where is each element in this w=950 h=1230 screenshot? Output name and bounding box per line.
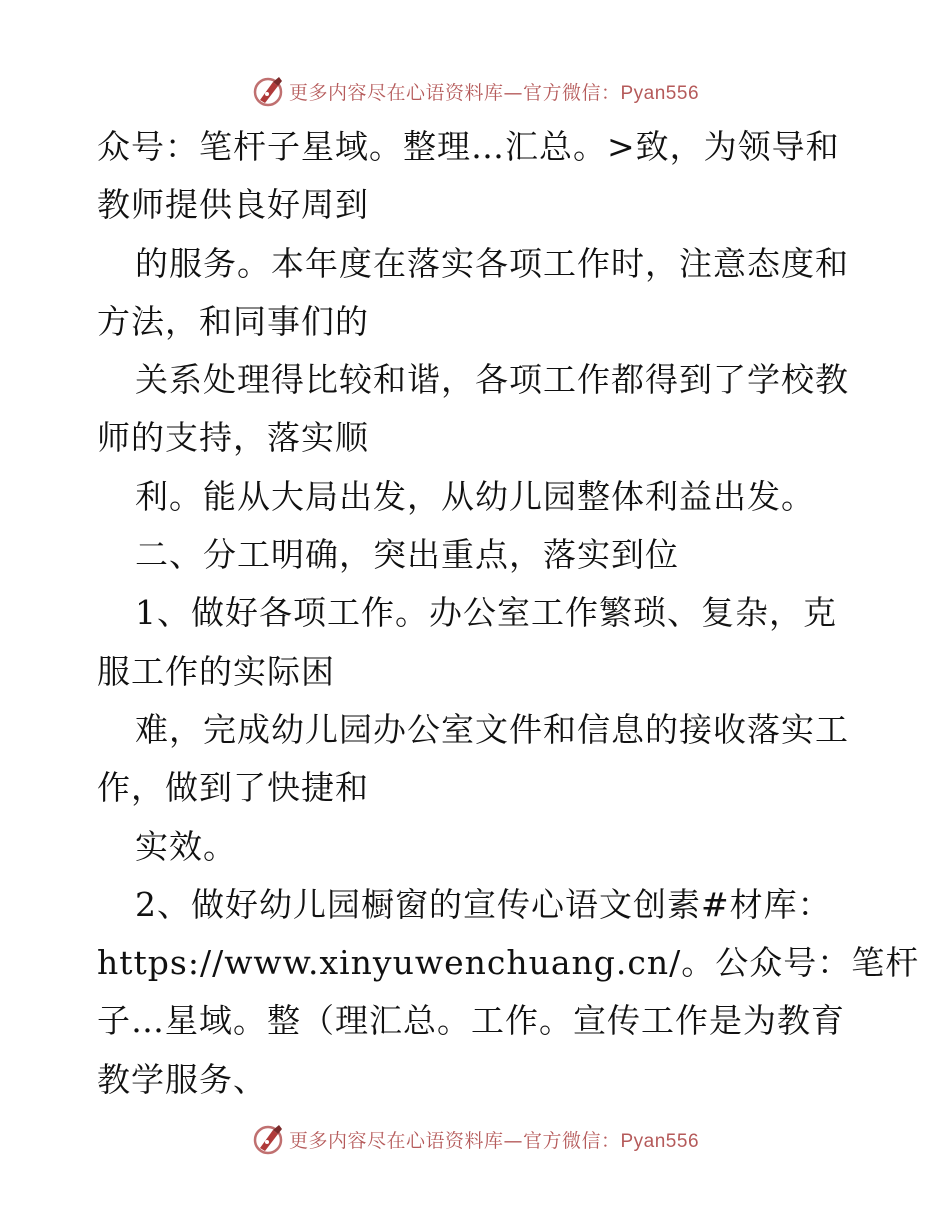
text-line: 关系处理得比较和谐，各项工作都得到了学校教 [135, 360, 849, 400]
banner-label [289, 78, 699, 105]
banner-wechat-id: Pyan556 [620, 1130, 700, 1152]
document-body [97, 118, 920, 1109]
pen-nib-logo-icon [251, 74, 285, 108]
text-line: 2、做好幼儿园橱窗的宣传心语文创素#材库： [135, 884, 832, 924]
text-line: 众号：笔杆子星域。整理…汇总。>致，为领导和 [97, 127, 840, 166]
text-line: 子…星域。整（理汇总。工作。宣传工作是为教育 [97, 1001, 845, 1041]
text-line: 作，做到了快捷和 [97, 768, 369, 808]
text-line: 难，完成幼儿园办公室文件和信息的接收落实工 [135, 709, 849, 749]
text-line: 教师提供良好周到 [97, 185, 369, 225]
text-line: 利。能从大局出发，从幼儿园整体利益出发。 [135, 476, 815, 516]
banner-label [289, 1126, 699, 1153]
text-line: 师的支持，落实顺 [97, 418, 369, 458]
text-line: 的服务。本年度在落实各项工作时，注意态度和 [135, 243, 849, 283]
text-line: 实效。 [135, 826, 237, 866]
header-banner [0, 69, 950, 113]
text-line: 教学服务、 [97, 1059, 267, 1099]
pen-nib-logo-icon [251, 1122, 285, 1156]
section-heading: 二、分工明确，突出重点，落实到位 [135, 535, 679, 575]
text-line: https://www.xinyuwenchuang.cn/。公众号：笔杆 [97, 943, 920, 983]
banner-wechat-id: Pyan556 [620, 82, 700, 104]
text-line: 服工作的实际困 [97, 651, 335, 691]
footer-banner [0, 1117, 950, 1161]
banner-text: 更多内容尽在心语资料库—官方微信： [288, 81, 621, 104]
banner-text: 更多内容尽在心语资料库—官方微信： [288, 1129, 621, 1152]
text-line: 方法，和同事们的 [97, 301, 369, 341]
text-line: 1、做好各项工作。办公室工作繁琐、复杂，克 [135, 593, 837, 633]
